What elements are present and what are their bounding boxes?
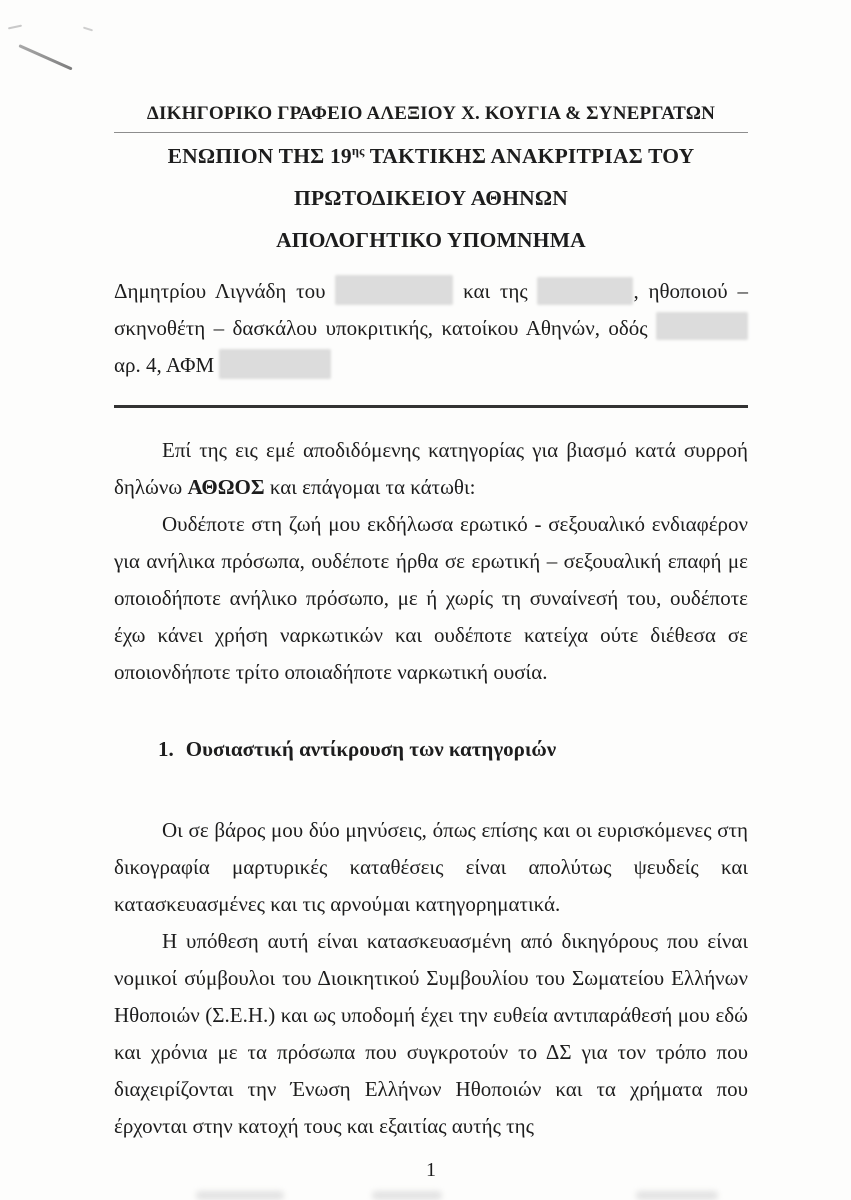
plea-paragraph — [114, 432, 748, 506]
header-divider — [114, 132, 748, 133]
party-text-segment: και της — [453, 279, 538, 303]
law-office-header: ΔΙΚΗΓΟΡΙΚΟ ΓΡΑΦΕΙΟ ΑΛΕΞΙΟΥ Χ. ΚΟΥΓΙΑ & ΣΥΝΕΡΓΑΤΩΝ — [146, 103, 716, 124]
court-name-line: ΠΡΩΤΟΔΙΚΕΙΟΥ ΑΘΗΝΩΝ — [294, 186, 568, 210]
party-text-segment: Δημητρίου Λιγνάδη του — [114, 279, 336, 303]
party-identification-paragraph — [114, 273, 748, 384]
ordinal-superscript: ης — [351, 143, 365, 158]
court-line-prefix: ΕΝΩΠΙΟΝ ΤΗΣ 19 — [167, 144, 352, 168]
scan-bleedthrough-mark — [636, 1191, 718, 1200]
document-content — [114, 102, 748, 1185]
section-title: Ουσιαστική αντίκρουση των κατηγοριών — [185, 737, 557, 761]
redaction-box-street — [656, 312, 748, 340]
court-line-suffix: ΤΑΚΤΙΚΗΣ ΑΝΑΚΡΙΤΡΙΑΣ ΤΟΥ — [364, 144, 695, 168]
scan-bleedthrough-mark — [372, 1191, 442, 1200]
section-divider-rule — [114, 405, 748, 408]
redaction-box-mother-name — [537, 277, 633, 305]
page-number: 1 — [426, 1159, 436, 1181]
section-number: 1. — [158, 737, 174, 761]
scan-speck — [83, 27, 93, 32]
pencil-mark — [18, 44, 72, 70]
court-address-line — [114, 135, 748, 177]
redaction-box-tax-id — [219, 349, 331, 379]
innocent-declaration: ΑΘΩΟΣ — [187, 475, 265, 499]
scan-speck — [8, 25, 22, 30]
scan-bleedthrough-mark — [196, 1191, 284, 1200]
section-heading — [114, 731, 748, 768]
plea-text: και επάγομαι τα κάτωθι: — [264, 475, 476, 499]
conspiracy-paragraph: Η υπόθεση αυτή είναι κατασκευασμένη από δικηγόρους που είναι νομικοί σύμβουλοι του Διοικητικού Συμβουλίου του Σωματείου Ελλήνων Ηθοποιών (Σ.Ε.Η.) και ως υποδομή έχει την ευθεία αντιπαράθεσή μου εδώ και χρόνια με τα πρόσωπα που συγκροτούν το ΔΣ για τον τρόπο που διαχειρίζονται την Ένωση Ελλήνων Ηθοποιών και τα χρήματα που έρχονται στην κατοχή τους και εξαιτίας αυτής της — [114, 929, 748, 1138]
accusations-paragraph: Οι σε βάρος μου δύο μηνύσεις, όπως επίσης και οι ευρισκόμενες στη δικογραφία μαρτυρικές καταθέσεις είναι απολύτως ψευδείς και κατασκευασμένες και τις αρνούμαι κατηγορηματικά. — [114, 818, 748, 916]
plea-text: Επί της εις εμέ αποδιδόμενης κατηγορίας για βιασμό κατά συρροή δηλώνω — [114, 438, 748, 499]
denial-paragraph: Ουδέποτε στη ζωή μου εκδήλωσα ερωτικό - σεξουαλικό ενδιαφέρον για ανήλικα πρόσωπα, ουδέποτε ήρθα σε ερωτική – σεξουαλική επαφή με οποιοδήποτε ανήλικο πρόσωπο, με ή χωρίς τη συναίνεσή του, ουδέποτε έχω κάνει χρήση ναρκωτικών και ουδέποτε κατείχα ούτε διέθεσα σε οποιονδήποτε τρίτο οποιαδήποτε ναρκωτική ουσία. — [114, 512, 748, 684]
party-text-segment: αρ. 4, ΑΦΜ — [114, 353, 220, 377]
party-text-segment: , ηθοποιού – σκηνοθέτη – δασκάλου υποκριτικής, κατοίκου Αθηνών, οδός — [114, 279, 748, 340]
redaction-box-father-name — [335, 275, 453, 305]
document-title: ΑΠΟΛΟΓΗΤΙΚΟ ΥΠΟΜΝΗΜΑ — [276, 228, 586, 252]
